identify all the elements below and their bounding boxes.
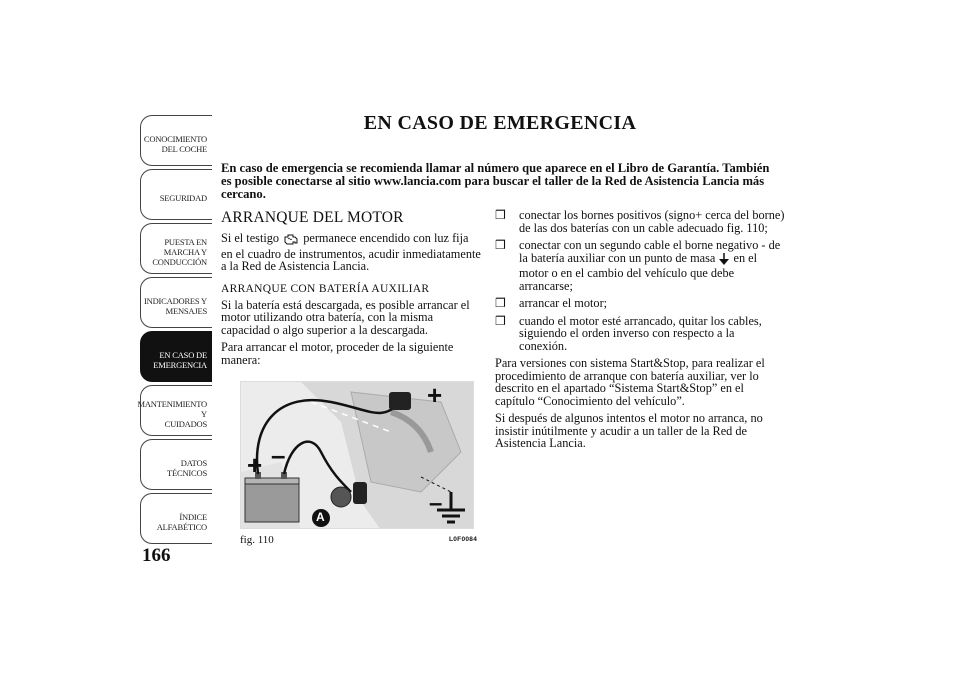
figure-code: L0F0084 (449, 536, 478, 543)
checkbox-bullet-icon (495, 239, 517, 252)
checkbox-bullet-icon (495, 297, 517, 310)
tab-conocimiento-del-coche[interactable]: CONOCIMIENTO DEL COCHE (140, 115, 212, 166)
section-title-arranque: ARRANQUE DEL MOTOR (221, 209, 404, 226)
minus-sign-battery: – (271, 440, 286, 470)
tab-seguridad[interactable]: SEGURIDAD (140, 169, 212, 220)
right-column (495, 209, 785, 455)
paragraph-no-arranca: Si después de algunos intentos el motor no arranca, no insistir inútilmente y acudir a un taller de la Red de Asistencia Lancia. (495, 411, 763, 450)
page-title: EN CASO DE EMERGENCIA (363, 112, 637, 134)
list-item: ❒ conectar los bornes positivos (signo+ cerca del borne) de las dos baterías con un cable adecuado fig. 110; (495, 209, 785, 234)
plus-sign-engine: + (427, 381, 443, 410)
tab-datos-tecnicos[interactable]: DATOS TÉCNICOS (140, 439, 212, 490)
label-a: A (316, 510, 325, 524)
minus-sign-ground: – (429, 490, 443, 517)
paragraph-start-stop: Para versiones con sistema Start&Stop, para realizar el procedimiento de arranque con batería auxiliar, ver lo descrito en el apartado “Sistema Start&Stop” en el capítulo “Conocimiento del vehículo”. (495, 356, 765, 408)
list-item: ❒ arrancar el motor; (495, 297, 785, 310)
figure-caption: fig. 110 (240, 534, 274, 546)
tab-en-caso-de-emergencia[interactable]: EN CASO DE EMERGENCIA (140, 331, 212, 382)
page-number: 166 (142, 545, 171, 566)
checkbox-bullet-icon (495, 209, 517, 222)
paragraph-testigo: Si el testigo permanece encendido con luz fija en el cuadro de instrumentos, acudir inmediatamente a la Red de Asistencia Lancia. (221, 231, 481, 273)
jump-start-illustration (240, 381, 474, 529)
plus-sign-battery: + (247, 450, 263, 480)
engine-preheat-icon (283, 233, 299, 248)
intro-paragraph: En caso de emergencia se recomienda llamar al número que aparece en el Libro de Garantía. También es posible conectarse al sitio www.lancia.com para buscar el taller de la Red de Asistencia Lancia más cercano. (221, 161, 770, 201)
chapter-tabs (137, 115, 212, 547)
tab-indice-alfabetico[interactable]: ÍNDICE ALFABÉTICO (140, 493, 212, 544)
list-item: ❒ conectar con un segundo cable el borne negativo - de la batería auxiliar con un punto de masa en el motor o en el cambio del vehículo que debe arrancarse; (495, 239, 785, 292)
tab-indicadores-y-mensajes[interactable]: INDICADORES Y MENSAJES (140, 277, 212, 328)
left-column (221, 209, 483, 371)
subsection-title-bateria-auxiliar: ARRANQUE CON BATERÍA AUXILIAR (221, 282, 430, 295)
checkbox-bullet-icon (495, 315, 517, 328)
ground-icon (719, 253, 729, 268)
paragraph-bateria: Si la batería está descargada, es posible arrancar el motor utilizando otra batería, con la misma capacidad o algo superior a la descargada. (221, 297, 470, 337)
tab-puesta-en-marcha[interactable]: PUESTA EN MARCHA Y CONDUCCIÓN (140, 223, 212, 274)
tab-mantenimiento-y-cuidados[interactable]: MANTENIMIENTO Y CUIDADOS (140, 385, 212, 436)
list-item: ❒ cuando el motor esté arrancado, quitar los cables, siguiendo el orden inverso con respecto a la conexión. (495, 315, 785, 353)
paragraph-proceder: Para arrancar el motor, proceder de la siguiente manera: (221, 340, 454, 367)
